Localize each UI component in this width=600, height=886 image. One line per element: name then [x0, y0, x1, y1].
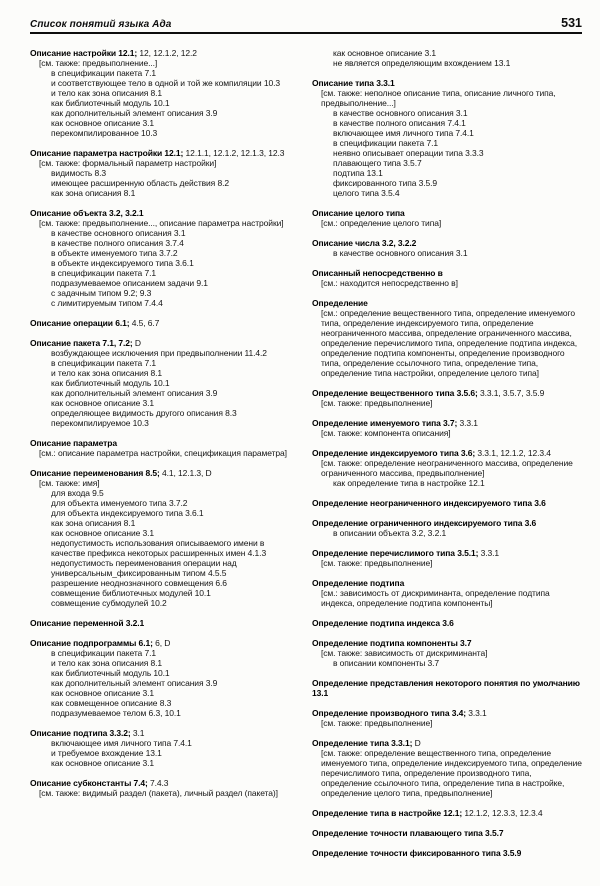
entry-subitem: в качестве полного описания 3.7.4 — [51, 238, 184, 248]
entry-subitem: недопустимость использования описываемого имени в качестве префикса некоторых расширенных имен 4.1.3 — [51, 538, 267, 558]
index-entry — [312, 448, 582, 488]
entry-subitem: как библиотечный модуль 10.1 — [51, 98, 170, 108]
entry-subitem: как совмещенное описание 8.3 — [51, 698, 172, 708]
index-columns — [30, 48, 582, 868]
entry-crossref: [см. также: компонента описания] — [321, 428, 451, 438]
entry-crossref: [см.: зависимость от дискриминанта, определение подтипа индекса, определение подтипа компоненты] — [321, 588, 550, 608]
index-entry — [312, 268, 582, 288]
index-entry — [312, 78, 582, 198]
entry-headword-refs: 3.3.1 — [465, 708, 487, 718]
entry-head-line — [312, 498, 582, 508]
entry-subitem: подразумеваемое описанием задачи 9.1 — [51, 278, 208, 288]
entry-head-line — [312, 848, 582, 858]
entry-head-line — [312, 78, 582, 88]
index-entry — [30, 778, 300, 798]
index-entry — [312, 828, 582, 838]
entry-head-line — [312, 738, 582, 748]
entry-headword-refs: 12.1.2, 12.3.3, 12.3.4 — [462, 808, 543, 818]
index-entry — [30, 468, 300, 608]
entry-headword: Описание типа 3.3.1 — [312, 78, 395, 88]
index-entry — [312, 298, 582, 378]
entry-crossref: [см.: определение целого типа] — [321, 218, 442, 228]
entry-head-line — [30, 148, 300, 158]
entry-subitem: в спецификации пакета 7.1 — [51, 268, 156, 278]
entry-headword: Определение точности плавающего типа 3.5.7 — [312, 828, 504, 838]
entry-subitem: разрешение неоднозначного совмещения 6.6 — [51, 578, 227, 588]
entry-subitem: как зона описания 8.1 — [51, 518, 136, 528]
entry-head-line — [30, 48, 300, 58]
entry-subitem: в качестве основного описания 3.1 — [333, 108, 468, 118]
index-entry — [312, 578, 582, 608]
entry-headword-refs: 12, 12.1.2, 12.2 — [137, 48, 197, 58]
entry-crossref: [см. также: предвыполнение] — [321, 718, 433, 728]
entry-subitem: в объекте индексируемого типа 3.6.1 — [51, 258, 194, 268]
index-entry — [312, 498, 582, 508]
entry-crossref: [см.: находится непосредственно в] — [321, 278, 458, 288]
index-entry — [30, 148, 300, 198]
entry-headword: Описание субконстанты 7.4; — [30, 778, 148, 788]
entry-subitem: подтипа 13.1 — [333, 168, 383, 178]
entry-head-line — [30, 338, 300, 348]
entry-headword-refs: 3.3.1, 3.5.7, 3.5.9 — [477, 388, 545, 398]
entry-subitem: неявно описывает операции типа 3.3.3 — [333, 148, 484, 158]
entry-headword: Описание объекта 3.2, 3.2.1 — [30, 208, 144, 218]
entry-subitem: в описании объекта 3.2, 3.2.1 — [333, 528, 447, 538]
entry-headword: Определение ограниченного индексируемого типа 3.6 — [312, 518, 537, 528]
index-entry — [312, 548, 582, 568]
entry-headword: Описание целого типа — [312, 208, 405, 218]
entry-subitem: возбуждающее исключения при предвыполнении 11.4.2 — [51, 348, 267, 358]
index-entry — [30, 208, 300, 308]
index-entry — [312, 678, 582, 698]
entry-headword-refs: 6, D — [152, 638, 171, 648]
index-entry — [312, 518, 582, 538]
entry-head-line — [312, 518, 582, 528]
entry-head-line — [312, 548, 582, 558]
page-title: Список понятий языка Ада — [30, 19, 172, 30]
entry-head-line — [312, 578, 582, 588]
entry-headword: Описанный непосредственно в — [312, 268, 443, 278]
entry-headword-refs: 7.4.3 — [147, 778, 169, 788]
index-entry — [312, 618, 582, 628]
entry-head-line — [312, 708, 582, 718]
entry-subitem: для объекта индексируемого типа 3.6.1 — [51, 508, 204, 518]
entry-head-line — [312, 388, 582, 398]
entry-crossref: [см. также: предвыполнение...] — [39, 58, 158, 68]
entry-headword: Определение производного типа 3.4; — [312, 708, 466, 718]
entry-subitem: включающее имя личного типа 7.4.1 — [51, 738, 192, 748]
entry-subitem: целого типа 3.5.4 — [333, 188, 400, 198]
entry-headword: Определение индексируемого типа 3.6; — [312, 448, 476, 458]
entry-head-line — [30, 208, 300, 218]
entry-subitem: в спецификации пакета 7.1 — [51, 358, 156, 368]
entry-headword: Определение перечислимого типа 3.5.1; — [312, 548, 479, 558]
entry-crossref: [см. также: имя] — [39, 478, 100, 488]
entry-subitem: как дополнительный элемент описания 3.9 — [51, 678, 218, 688]
entry-subitem: в качестве основного описания 3.1 — [51, 228, 186, 238]
entry-head-line — [30, 618, 300, 628]
entry-headword-refs: 3.3.1 — [457, 418, 478, 428]
entry-headword-refs: 4.1, 12.1.3, D — [159, 468, 212, 478]
entry-subitem: в объекте именуемого типа 3.7.2 — [51, 248, 178, 258]
entry-subitem: как библиотечный модуль 10.1 — [51, 378, 170, 388]
entry-subitem: как дополнительный элемент описания 3.9 — [51, 388, 218, 398]
entry-subitem: для объекта именуемого типа 3.7.2 — [51, 498, 188, 508]
entry-subitem: перекомпилируемое 10.3 — [51, 418, 149, 428]
index-entry — [312, 208, 582, 228]
entry-headword: Описание параметра настройки 12.1; — [30, 148, 184, 158]
entry-headword: Описание переименования 8.5; — [30, 468, 160, 478]
entry-subitem: в качестве основного описания 3.1 — [333, 248, 468, 258]
entry-subitem: включающее имя личного типа 7.4.1 — [333, 128, 474, 138]
entry-crossref: [см. также: определение неограниченного массива, определение ограниченного массива, предвыполнение] — [321, 458, 573, 478]
entry-subitem: плавающего типа 3.5.7 — [333, 158, 422, 168]
entry-head-line — [30, 638, 300, 648]
entry-headword: Определение вещественного типа 3.5.6; — [312, 388, 478, 398]
entry-crossref: [см.: описание параметра настройки, спецификация параметра] — [39, 448, 287, 458]
index-entry — [312, 238, 582, 258]
entry-head-line — [312, 808, 582, 818]
entry-head-line — [312, 828, 582, 838]
entry-subitem: в спецификации пакета 7.1 — [333, 138, 438, 148]
entry-crossref: [см.: определение вещественного типа, определение именуемого типа, определение индексируемого типа, определение неограниченного массива, определение ограниченного массива, определение перечислимого типа, определение подтипа индекса, определение подтипа компоненты, определение производного типа, определение ссылочного типа, определение типа, определение типа настройки, определение целого типа] — [321, 308, 578, 378]
entry-headword: Определение представления некоторого понятия по умолчанию 13.1 — [312, 678, 580, 698]
entry-head-line — [312, 618, 582, 628]
entry-headword: Описание операции 6.1; — [30, 318, 130, 328]
entry-subitem: как основное описание 3.1 — [51, 398, 155, 408]
index-entry — [312, 848, 582, 858]
entry-head-line — [30, 468, 300, 478]
entry-subitem: в спецификации пакета 7.1 — [51, 68, 156, 78]
entry-subitem: и тело как зона описания 8.1 — [51, 368, 162, 378]
entry-crossref: [см. также: предвыполнение] — [321, 558, 433, 568]
entry-crossref: [см. также: предвыполнение] — [321, 398, 433, 408]
entry-subitem: с лимитируемым типом 7.4.4 — [51, 298, 163, 308]
entry-head-line — [312, 418, 582, 428]
entry-subitem: совмещение библиотечных модулей 10.1 — [51, 588, 211, 598]
index-entry — [30, 618, 300, 628]
entry-head-line — [30, 728, 300, 738]
entry-head-line — [312, 678, 582, 698]
entry-subitem: фиксированного типа 3.5.9 — [333, 178, 438, 188]
index-entry — [30, 338, 300, 428]
entry-headword: Описание параметра — [30, 438, 117, 448]
entry-subitem: как дополнительный элемент описания 3.9 — [51, 108, 218, 118]
entry-subitem: с задачным типом 9.2; 9.3 — [51, 288, 152, 298]
entry-crossref: [см. также: определение вещественного типа, определение именуемого типа, определение индексируемого типа, определение перечислимого типа, определение производного типа, определение ссылочного типа, определение типа в настройке, определение целого типа, предвыполнение] — [321, 748, 582, 798]
index-entry — [312, 48, 582, 68]
index-entry — [312, 808, 582, 818]
entry-subitem: определяющее видимость другого описания 8.3 — [51, 408, 237, 418]
index-entry — [312, 638, 582, 668]
entry-headword-refs: D — [132, 338, 141, 348]
entry-head-line — [312, 238, 582, 248]
entry-subitem: недопустимость переименования операции над универсальным_фиксированным типом 4.5.5 — [51, 558, 237, 578]
entry-headword-refs: 3.3.1 — [478, 548, 500, 558]
entry-head-line — [30, 778, 300, 788]
entry-subitem: как основное описание 3.1 — [51, 688, 155, 698]
entry-subitem: для входа 9.5 — [51, 488, 104, 498]
entry-subitem: как основное описание 3.1 — [51, 528, 155, 538]
entry-headword: Определение — [312, 298, 368, 308]
page-header — [30, 16, 582, 34]
index-column-right — [312, 48, 582, 868]
entry-headword: Определение типа в настройке 12.1; — [312, 808, 463, 818]
entry-head-line — [312, 208, 582, 218]
index-entry — [30, 438, 300, 458]
entry-subitem: как определение типа в настройке 12.1 — [333, 478, 485, 488]
index-entry — [312, 738, 582, 798]
entry-subitem: и соответствующее тело в одной и той же компиляции 10.3 — [51, 78, 280, 88]
entry-crossref: [см. также: предвыполнение..., описание параметра настройки] — [39, 218, 284, 228]
entry-headword: Описание переменной 3.2.1 — [30, 618, 145, 628]
entry-headword: Описание подтипа 3.3.2; — [30, 728, 131, 738]
entry-headword-refs: 3.1 — [130, 728, 145, 738]
entry-subitem: как основное описание 3.1 — [333, 48, 437, 58]
entry-headword-refs: 3.3.1, 12.1.2, 12.3.4 — [475, 448, 551, 458]
entry-subitem: видимость 8.3 — [51, 168, 106, 178]
entry-subitem: не является определяющим вхождением 13.1 — [333, 58, 511, 68]
entry-headword: Определение подтипа — [312, 578, 405, 588]
entry-subitem: как основное описание 3.1 — [51, 758, 155, 768]
index-entry — [312, 708, 582, 728]
entry-subitem: и требуемое вхождение 13.1 — [51, 748, 162, 758]
entry-subitem: в описании компоненты 3.7 — [333, 658, 439, 668]
entry-headword: Описание пакета 7.1, 7.2; — [30, 338, 133, 348]
entry-subitem: и тело как зона описания 8.1 — [51, 658, 162, 668]
entry-subitem: как основное описание 3.1 — [51, 118, 155, 128]
entry-headword-refs: 12.1.1, 12.1.2, 12.1.3, 12.3 — [183, 148, 285, 158]
entry-head-line — [312, 638, 582, 648]
entry-crossref: [см. также: видимый раздел (пакета), личный раздел (пакета)] — [39, 788, 278, 798]
entry-head-line — [312, 298, 582, 308]
index-entry — [30, 318, 300, 328]
entry-head-line — [30, 318, 300, 328]
entry-head-line — [312, 448, 582, 458]
entry-headword: Описание числа 3.2, 3.2.2 — [312, 238, 417, 248]
entry-headword-refs: D — [412, 738, 421, 748]
entry-subitem: подразумеваемое телом 6.3, 10.1 — [51, 708, 181, 718]
index-entry — [30, 638, 300, 718]
entry-subitem: совмещение субмодулей 10.2 — [51, 598, 167, 608]
entry-subitem: в спецификации пакета 7.1 — [51, 648, 156, 658]
entry-subitem: и тело как зона описания 8.1 — [51, 88, 162, 98]
index-entry — [30, 728, 300, 768]
entry-headword: Определение неограниченного индексируемого типа 3.6 — [312, 498, 546, 508]
entry-head-line — [312, 268, 582, 278]
entry-headword: Определение подтипа компоненты 3.7 — [312, 638, 472, 648]
entry-headword: Определение точности фиксированного типа 3.5.9 — [312, 848, 522, 858]
entry-subitem: перекомпилированное 10.3 — [51, 128, 158, 138]
index-entry — [312, 418, 582, 438]
entry-headword: Определение подтипа индекса 3.6 — [312, 618, 454, 628]
index-entry — [30, 48, 300, 138]
entry-crossref: [см. также: неполное описание типа, описание личного типа, предвыполнение...] — [321, 88, 556, 108]
entry-headword: Описание настройки 12.1; — [30, 48, 138, 58]
entry-crossref: [см. также: зависимость от дискриминанта] — [321, 648, 488, 658]
index-column-left — [30, 48, 300, 868]
entry-subitem: как зона описания 8.1 — [51, 188, 136, 198]
entry-subitem: имеющее расширенную область действия 8.2 — [51, 178, 229, 188]
entry-subitem: как библиотечный модуль 10.1 — [51, 668, 170, 678]
entry-headword: Определение типа 3.3.1; — [312, 738, 413, 748]
entry-crossref: [см. также: формальный параметр настройки] — [39, 158, 217, 168]
page-number: 531 — [561, 16, 582, 30]
entry-headword-refs: 4.5, 6.7 — [129, 318, 160, 328]
entry-headword: Определение именуемого типа 3.7; — [312, 418, 458, 428]
entry-head-line — [30, 438, 300, 448]
index-entry — [312, 388, 582, 408]
entry-subitem: в качестве полного описания 7.4.1 — [333, 118, 466, 128]
entry-headword: Описание подпрограммы 6.1; — [30, 638, 153, 648]
